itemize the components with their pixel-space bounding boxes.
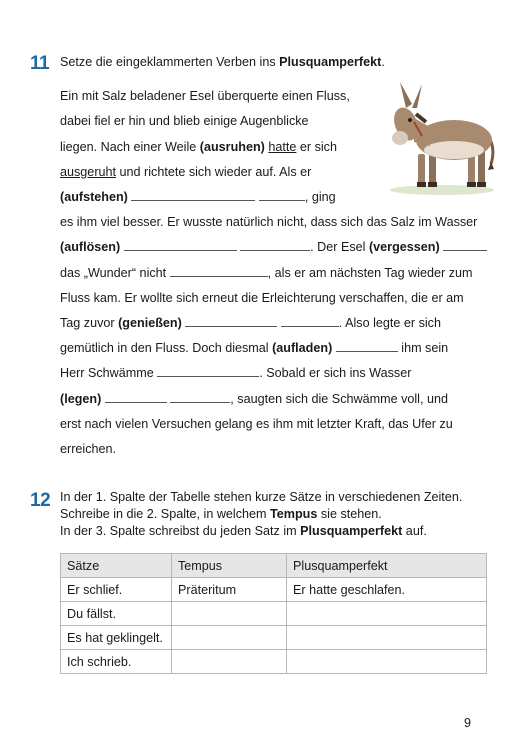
sentence-cell: Ich schrieb.: [61, 650, 172, 674]
table-row: [61, 602, 487, 626]
story-line-9: Fluss kam. Er wollte sich erneut die Erleichterung verschaffen, die er am: [60, 291, 464, 305]
example-answer-hatte: hatte: [268, 140, 297, 154]
story-line-8: das „Wunder“ nicht , als er am nächsten Tag wieder zum: [60, 266, 473, 280]
sentence-cell: Es hat geklingelt.: [61, 626, 172, 650]
story-line-13: (legen) , saugten sich die Schwämme voll, und: [60, 392, 448, 406]
plusquamperfekt-cell[interactable]: [287, 650, 487, 674]
plusquamperfekt-cell[interactable]: [287, 626, 487, 650]
answer-blank[interactable]: [259, 189, 305, 201]
tense-cell[interactable]: [172, 650, 287, 674]
table-row: [61, 578, 487, 602]
page-number: 9: [464, 716, 472, 730]
tense-cell[interactable]: [172, 602, 287, 626]
answer-blank[interactable]: [131, 189, 255, 201]
exercise-12-instruction-3: In der 3. Spalte schreibst du jeden Satz im Plusquamperfekt auf.: [60, 524, 427, 538]
table-row: [61, 626, 487, 650]
donkey-illustration: [370, 78, 500, 196]
story-line-5: (aufstehen) , ging: [60, 190, 336, 204]
exercise-11-instruction: Setze die eingeklammerten Verben ins Plusquamperfekt.: [60, 55, 385, 69]
answer-blank[interactable]: [170, 265, 268, 277]
tense-cell: Präteritum: [172, 578, 287, 602]
answer-blank[interactable]: [157, 365, 259, 377]
answer-blank[interactable]: [170, 391, 230, 403]
exercise-number-12: 12: [30, 490, 51, 511]
example-answer-ausgeruht: ausgeruht: [60, 165, 117, 179]
story-line-1: Ein mit Salz beladener Esel überquerte einen Fluss,: [60, 89, 350, 103]
story-line-6: es ihm viel besser. Er wusste natürlich nicht, dass sich das Salz im Wasser: [60, 215, 478, 229]
plusquamperfekt-cell: Er hatte geschlafen.: [287, 578, 487, 602]
answer-blank[interactable]: [240, 239, 310, 251]
answer-blank[interactable]: [124, 239, 237, 251]
story-line-3: liegen. Nach einer Weile (ausruhen) hatte er sich: [60, 140, 337, 154]
tense-cell[interactable]: [172, 626, 287, 650]
exercise-12-instruction-2: Schreibe in die 2. Spalte, in welchem Tempus sie stehen.: [60, 507, 382, 521]
story-line-11: gemütlich in den Fluss. Doch diesmal (aufladen) ihm sein: [60, 341, 449, 355]
sentence-cell: Du fällst.: [61, 602, 172, 626]
table-row: [61, 650, 487, 674]
answer-blank[interactable]: [443, 239, 487, 251]
tense-table: [60, 553, 487, 674]
answer-blank[interactable]: [185, 315, 277, 327]
story-line-7: (auflösen) . Der Esel (vergessen): [60, 239, 487, 255]
exercise-12-instruction-1: In der 1. Spalte der Tabelle stehen kurze Sätze in verschiedenen Zeiten.: [60, 490, 463, 504]
column-header-tempus: Tempus: [172, 554, 287, 578]
answer-blank[interactable]: [281, 315, 339, 327]
story-line-14: erst nach vielen Versuchen gelang es ihm mit letzter Kraft, das Ufer zu: [60, 417, 453, 431]
story-line-10: Tag zuvor (genießen) . Also legte er sich: [60, 316, 441, 330]
answer-blank[interactable]: [105, 391, 167, 403]
table-header-row: [61, 554, 487, 578]
column-header-saetze: Sätze: [61, 554, 172, 578]
column-header-plusquamperfekt: Plusquamperfekt: [287, 554, 487, 578]
story-line-4: ausgeruht und richtete sich wieder auf. Als er: [60, 165, 312, 179]
story-line-15: erreichen.: [60, 442, 117, 456]
story-line-2: dabei fiel er hin und blieb einige Augenblicke: [60, 114, 309, 128]
sentence-cell: Er schlief.: [61, 578, 172, 602]
plusquamperfekt-cell[interactable]: [287, 602, 487, 626]
exercise-number-11: 11: [30, 53, 50, 74]
story-line-12: Herr Schwämme . Sobald er sich ins Wasser: [60, 366, 412, 380]
answer-blank[interactable]: [336, 340, 398, 352]
